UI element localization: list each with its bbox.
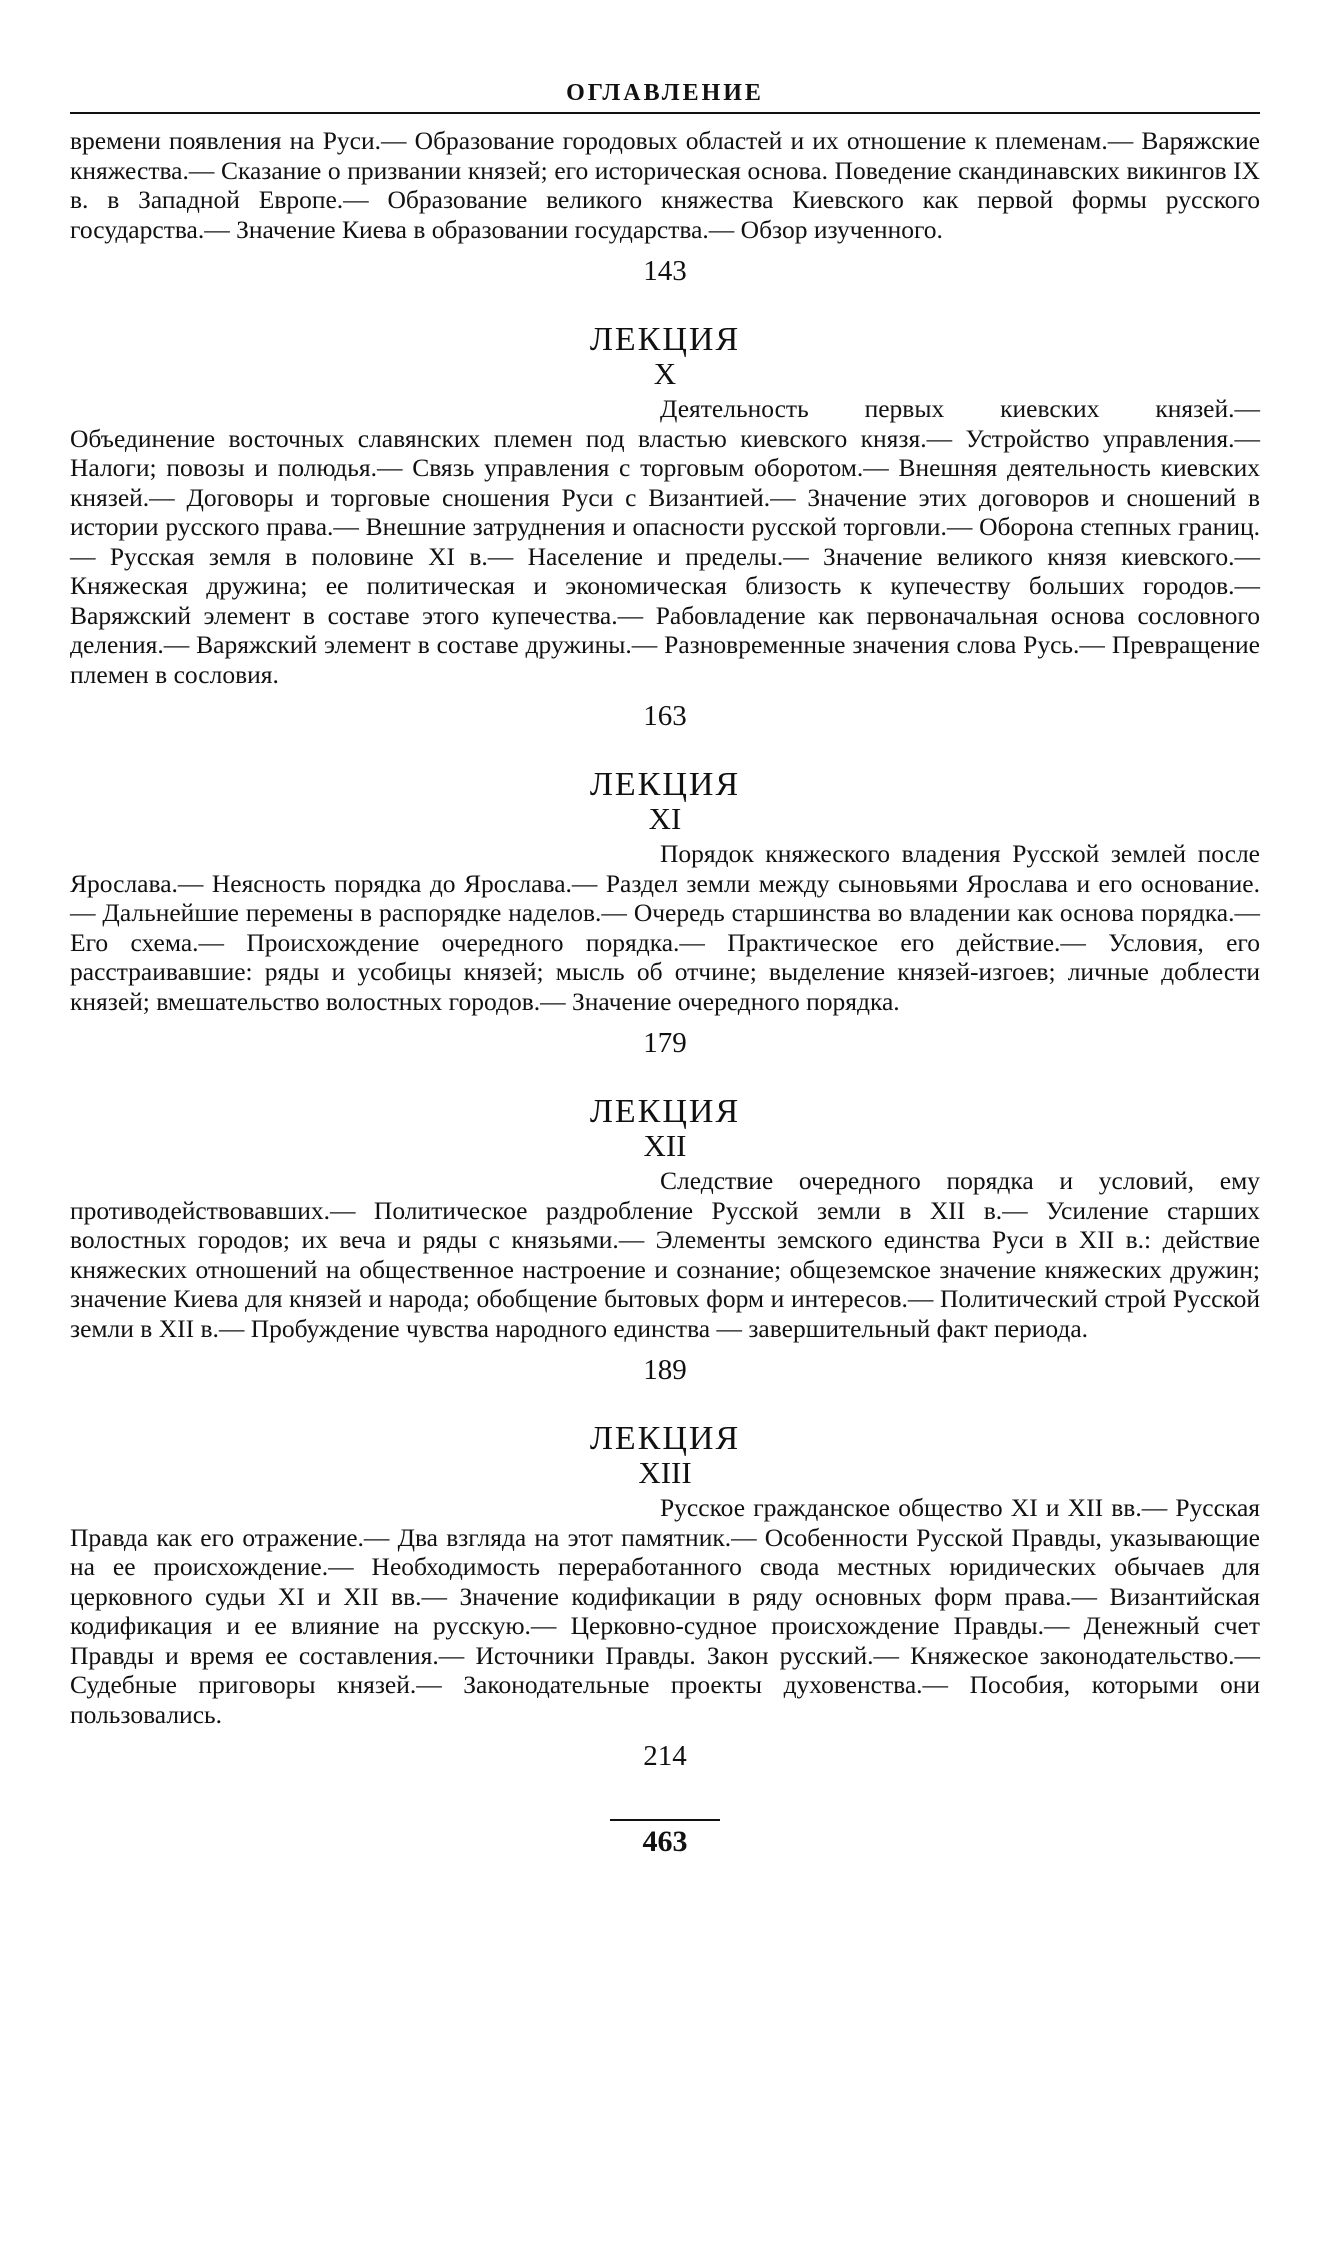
lecture-number: XIII xyxy=(638,1455,692,1490)
lecture-heading: ЛЕКЦИЯ xyxy=(589,321,741,358)
toc-entry-lecture-xiii xyxy=(70,1421,1260,1773)
folio-page-number: 463 xyxy=(642,1825,688,1858)
lecture-heading: ЛЕКЦИЯ xyxy=(589,766,741,803)
lecture-heading: ЛЕКЦИЯ xyxy=(589,1093,741,1130)
toc-entry-lecture-xi xyxy=(70,767,1260,1060)
lecture-summary: Деятельность первых киевских князей.— Объединение восточных славянских племен под властью киевского князя.— Устройство управления.— Налоги; повозы и полюдья.— Связь управления с торговым оборотом.— Внешняя деятельность киевских князей.— Договоры и торговые сношения Руси с Византией.— Значение этих договоров и сношений в истории русского права.— Внешние затруднения и опасности русской торговли.— Оборона степных границ.— Русская земля в половине XI в.— Население и пределы.— Значение великого князя киевского.— Княжеская дружина; ее политическая и экономическая близость к купечеству больших городов.— Варяжский элемент в составе этого купечества.— Рабовладение как первоначальная основа сословного деления.— Варяжский элемент в составе дружины.— Разновременные значения слова Русь.— Превращение племен в сословия. xyxy=(70,394,1260,689)
lecture-summary: Русское гражданское общество XI и XII вв.— Русская Правда как его отражение.— Два взгляда на этот памятник.— Особенности Русской Правды, указывающие на ее происхождение.— Необходимость переработанного свода местных юридических обычаев для церковного судьи XI и XII вв.— Значение кодификации в ряду основных форм права.— Византийская кодификация и ее влияние на русскую.— Церковно-судное происхождение Правды.— Денежный счет Правды и время ее составления.— Источники Правды. Закон русский.— Княжеское законодательство.— Судебные приговоры князей.— Законодательные проекты духовенства.— Пособия, которыми они пользовались. xyxy=(70,1493,1260,1729)
lecture-page-number: 189 xyxy=(643,1354,687,1386)
toc-entry-description: времени появления на Руси.— Образование городовых областей и их отношение к племенам.— Варяжские княжества.— Сказание о призвании князей; его историческая основа. Поведение скандинавских викингов IX в. в Западной Европе.— Образование великого княжества Киевского как первой формы русского государства.— Значение Киева в образовании государства.— Обзор изученного. xyxy=(70,126,1260,244)
footer-rule xyxy=(610,1819,720,1821)
toc-entry-page-number: 143 xyxy=(643,255,687,287)
toc-entry-intro xyxy=(70,126,1260,288)
toc-entry-lecture-xii xyxy=(70,1094,1260,1387)
header-rule xyxy=(70,112,1260,114)
lecture-number: XII xyxy=(643,1128,687,1163)
lecture-summary: Следствие очередного порядка и условий, ему противодействовавших.— Политическое раздробление Русской земли в XII в.— Усиление старших волостных городов; их веча и ряды с князьями.— Элементы земского единства Руси в XII в.: действие княжеских отношений на общественное настроение и сознание; общеземское значение княжеских дружин; значение Киева для князей и народа; обобщение бытовых форм и интересов.— Политический строй Русской земли в XII в.— Пробуждение чувства народного единства — завершительный факт периода. xyxy=(70,1166,1260,1343)
lecture-number: X xyxy=(653,356,677,391)
lecture-heading: ЛЕКЦИЯ xyxy=(589,1420,741,1457)
running-head-title: ОГЛАВЛЕНИЕ xyxy=(566,80,764,106)
toc-entry-lecture-x xyxy=(70,322,1260,733)
lecture-summary: Порядок княжеского владения Русской землей после Ярослава.— Неясность порядка до Ярослава.— Раздел земли между сыновьями Ярослава и его основание.— Дальнейшие перемены в распорядке наделов.— Очередь старшинства во владении как основа порядка.— Его схема.— Происхождение очередного порядка.— Практическое его действие.— Условия, его расстраивавшие: ряды и усобицы князей; мысль об отчине; выделение князей-изгоев; личные доблести князей; вмешательство волостных городов.— Значение очередного порядка. xyxy=(70,839,1260,1016)
lecture-page-number: 163 xyxy=(643,700,687,732)
lecture-number: XI xyxy=(648,801,682,836)
lecture-page-number: 179 xyxy=(643,1027,687,1059)
toc-page xyxy=(70,78,1260,1859)
lecture-page-number: 214 xyxy=(643,1740,687,1772)
